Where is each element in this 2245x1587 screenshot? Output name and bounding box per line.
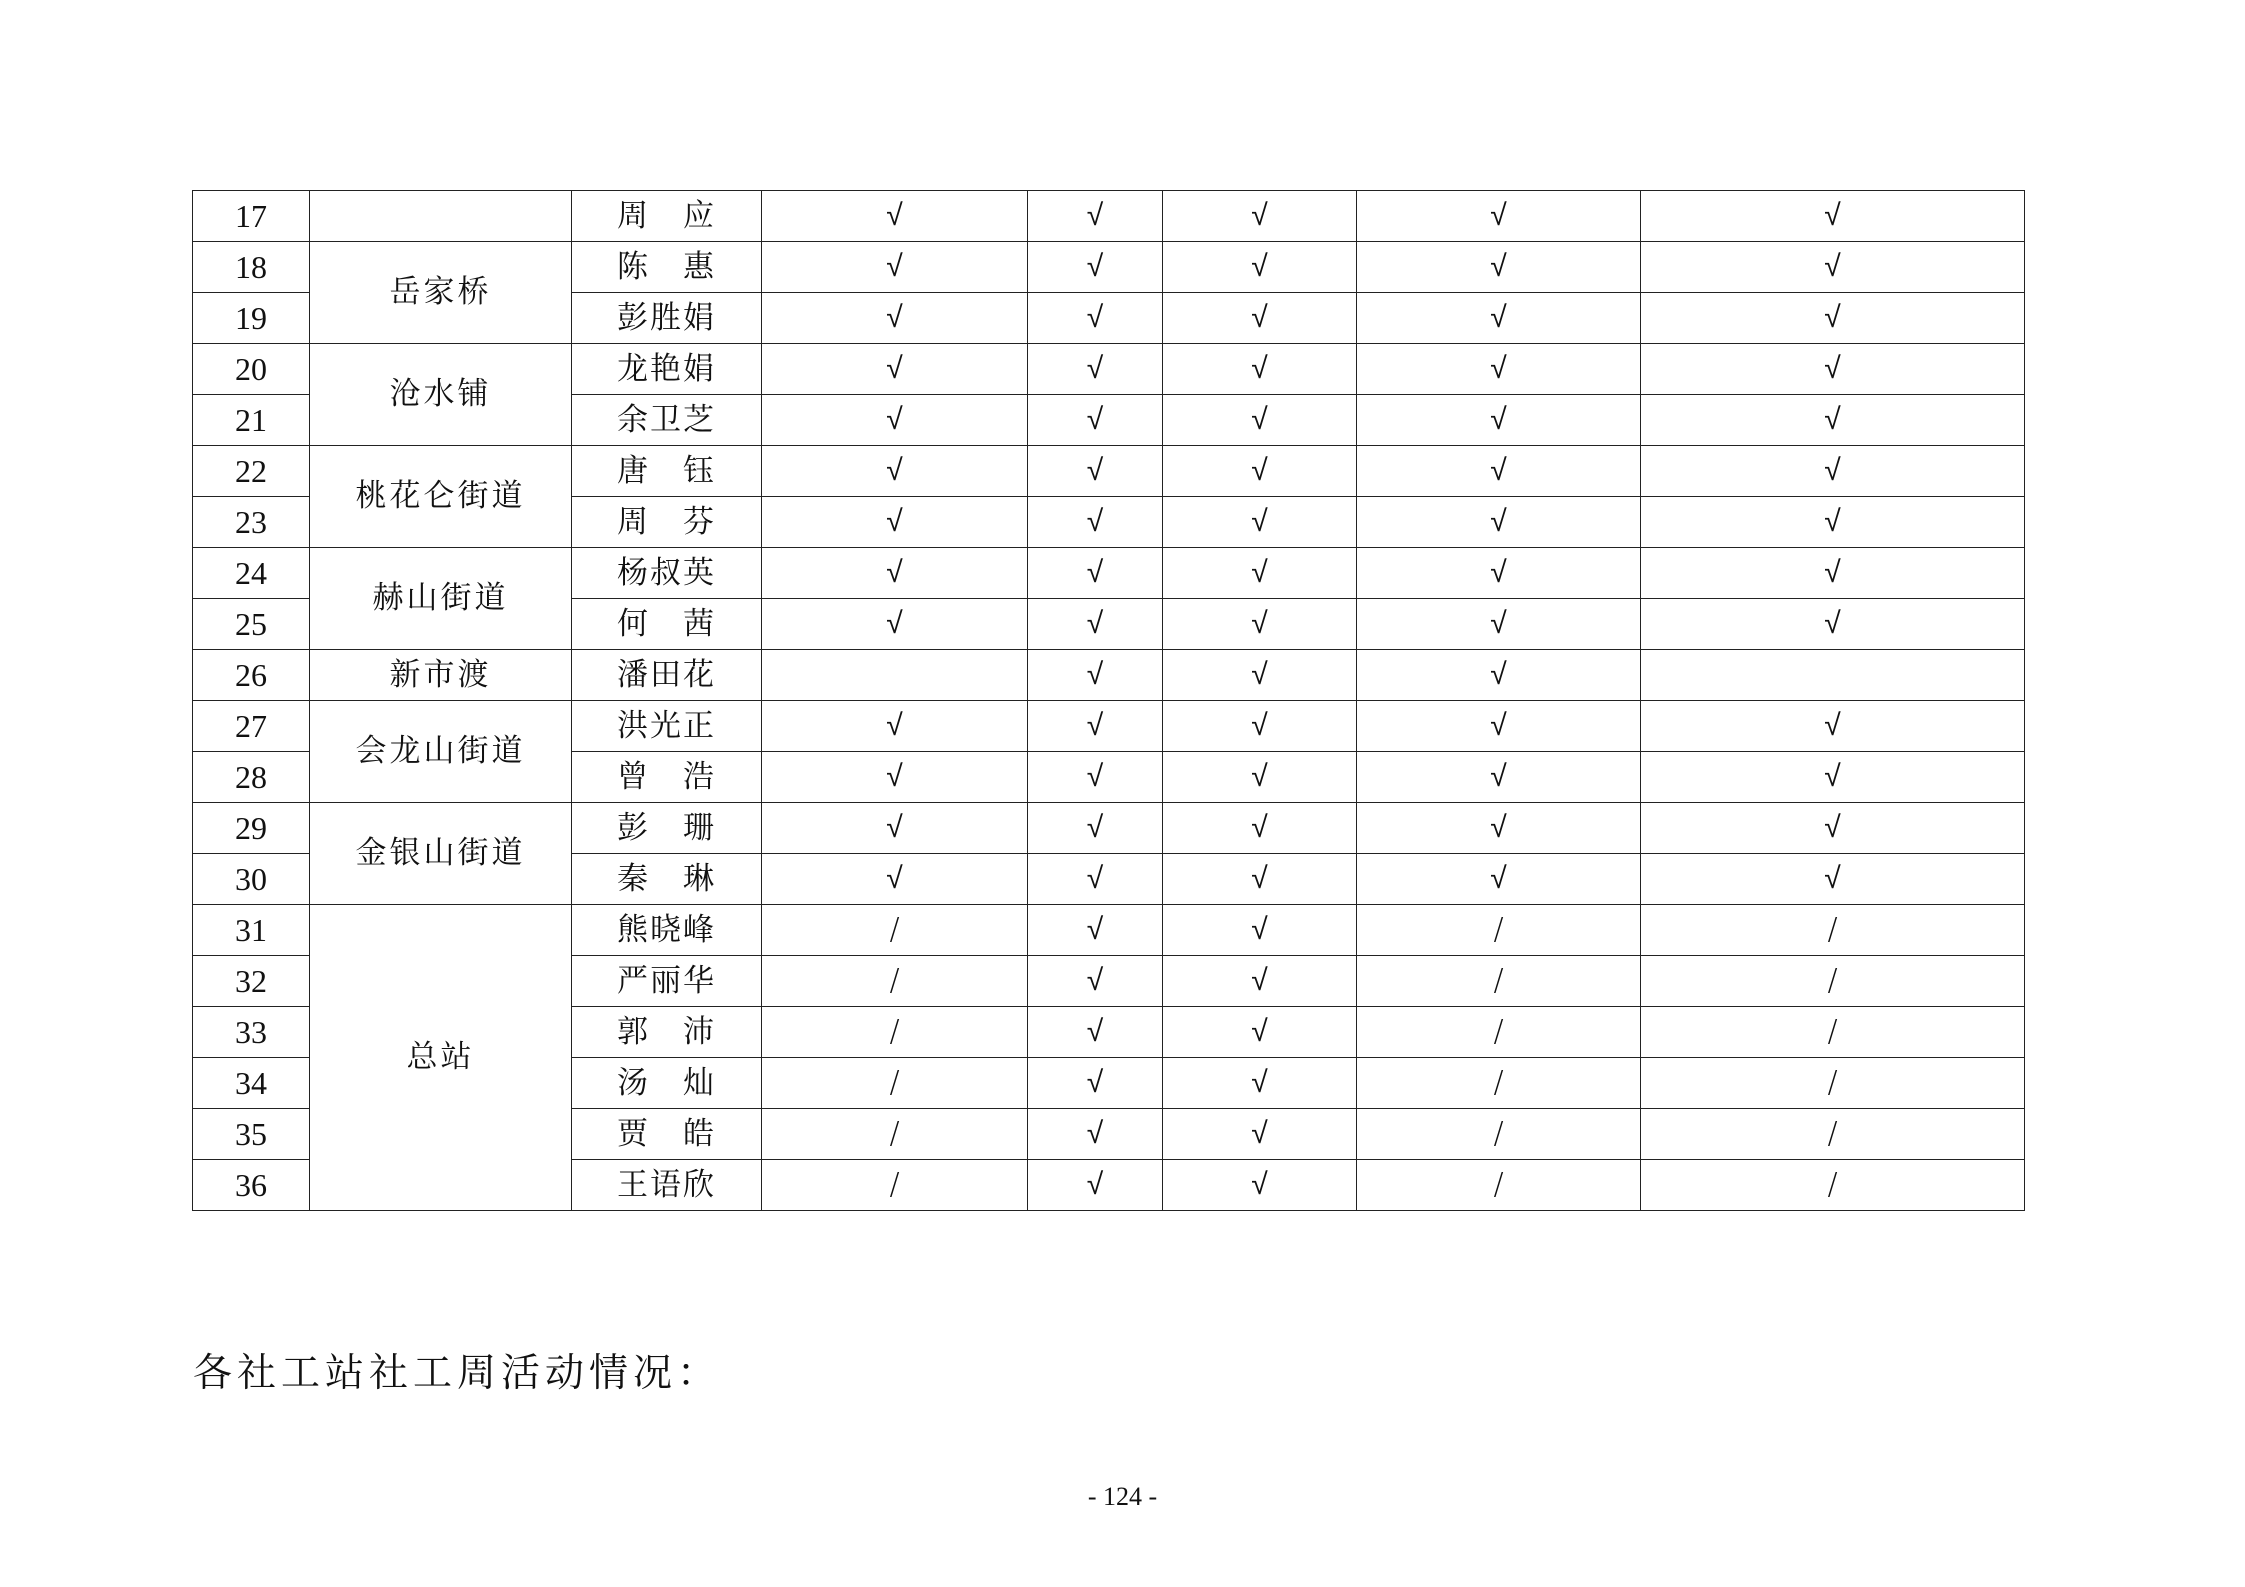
check-mark-cell: √ — [1357, 191, 1641, 242]
check-mark-cell: √ — [1641, 242, 2025, 293]
check-mark-cell: √ — [1641, 446, 2025, 497]
check-mark-cell: √ — [1163, 1007, 1357, 1058]
check-mark-cell: √ — [762, 344, 1028, 395]
check-mark-cell: √ — [1163, 191, 1357, 242]
check-mark-cell: √ — [1163, 854, 1357, 905]
station-cell: 金银山街道 — [310, 803, 572, 905]
check-mark-cell: / — [762, 1058, 1028, 1109]
worker-name: 贾 皓 — [572, 1109, 762, 1160]
row-number: 24 — [193, 548, 310, 599]
check-mark-cell: / — [1357, 905, 1641, 956]
check-mark-cell: √ — [1028, 905, 1163, 956]
check-mark-cell: √ — [1641, 191, 2025, 242]
check-mark-cell: √ — [762, 446, 1028, 497]
row-number: 34 — [193, 1058, 310, 1109]
check-mark-cell: √ — [762, 854, 1028, 905]
check-mark-cell: √ — [1357, 293, 1641, 344]
table-row — [193, 803, 2025, 854]
worker-name: 何 茜 — [572, 599, 762, 650]
check-mark-cell: √ — [1641, 293, 2025, 344]
check-mark-cell: √ — [762, 395, 1028, 446]
table-row — [193, 548, 2025, 599]
check-mark-cell: √ — [1357, 803, 1641, 854]
check-mark-cell: √ — [1028, 1058, 1163, 1109]
worker-name: 熊晓峰 — [572, 905, 762, 956]
check-mark-cell: √ — [1163, 497, 1357, 548]
check-mark-cell: / — [1641, 1007, 2025, 1058]
check-mark-cell: √ — [1163, 701, 1357, 752]
check-mark-cell: √ — [1163, 548, 1357, 599]
check-mark-cell: √ — [1028, 956, 1163, 1007]
worker-name: 余卫芝 — [572, 395, 762, 446]
worker-name: 龙艳娟 — [572, 344, 762, 395]
station-cell: 新市渡 — [310, 650, 572, 701]
check-mark-cell: √ — [1028, 1007, 1163, 1058]
check-mark-cell: √ — [1163, 242, 1357, 293]
check-mark-cell: √ — [1357, 344, 1641, 395]
check-mark-cell: / — [1641, 1109, 2025, 1160]
check-mark-cell: √ — [1357, 548, 1641, 599]
row-number: 28 — [193, 752, 310, 803]
check-mark-cell: √ — [1028, 446, 1163, 497]
check-mark-cell: √ — [1163, 1160, 1357, 1211]
check-mark-cell: √ — [1641, 395, 2025, 446]
check-mark-cell: √ — [1641, 854, 2025, 905]
row-number: 26 — [193, 650, 310, 701]
worker-name: 郭 沛 — [572, 1007, 762, 1058]
station-cell: 岳家桥 — [310, 242, 572, 344]
check-mark-cell: / — [1357, 1058, 1641, 1109]
station-cell: 总站 — [310, 905, 572, 1211]
check-mark-cell: √ — [1357, 752, 1641, 803]
table-row — [193, 242, 2025, 293]
check-mark-cell: √ — [1641, 497, 2025, 548]
check-mark-cell: √ — [1028, 191, 1163, 242]
check-mark-cell: √ — [1028, 1109, 1163, 1160]
check-mark-cell: √ — [762, 497, 1028, 548]
check-mark-cell: √ — [1028, 497, 1163, 548]
check-mark-cell: √ — [1163, 803, 1357, 854]
check-mark-cell: / — [762, 1109, 1028, 1160]
check-mark-cell: √ — [762, 293, 1028, 344]
check-mark-cell: / — [1357, 1007, 1641, 1058]
table-row — [193, 905, 2025, 956]
check-mark-cell: √ — [1163, 956, 1357, 1007]
worker-name: 洪光正 — [572, 701, 762, 752]
worker-name: 杨叔英 — [572, 548, 762, 599]
check-mark-cell: / — [762, 1160, 1028, 1211]
worker-name: 陈 惠 — [572, 242, 762, 293]
check-mark-cell: √ — [762, 242, 1028, 293]
check-mark-cell: √ — [1028, 803, 1163, 854]
check-mark-cell: / — [1641, 956, 2025, 1007]
check-mark-cell: √ — [1163, 344, 1357, 395]
check-mark-cell: √ — [1163, 1109, 1357, 1160]
check-mark-cell: / — [1357, 956, 1641, 1007]
check-mark-cell: √ — [762, 752, 1028, 803]
row-number: 20 — [193, 344, 310, 395]
check-mark-cell: √ — [1163, 1058, 1357, 1109]
check-mark-cell: / — [1641, 1160, 2025, 1211]
check-mark-cell — [762, 650, 1028, 701]
worker-name: 彭胜娟 — [572, 293, 762, 344]
check-mark-cell: √ — [1028, 395, 1163, 446]
check-mark-cell: √ — [1028, 650, 1163, 701]
check-mark-cell: √ — [1028, 599, 1163, 650]
check-mark-cell: √ — [762, 803, 1028, 854]
row-number: 25 — [193, 599, 310, 650]
worker-name: 周 应 — [572, 191, 762, 242]
row-number: 31 — [193, 905, 310, 956]
check-mark-cell: √ — [1028, 293, 1163, 344]
check-mark-cell: √ — [1163, 752, 1357, 803]
station-cell: 桃花仑街道 — [310, 446, 572, 548]
check-mark-cell: / — [762, 905, 1028, 956]
check-mark-cell: √ — [1357, 242, 1641, 293]
station-cell: 沧水铺 — [310, 344, 572, 446]
check-mark-cell: √ — [1357, 854, 1641, 905]
table-row — [193, 446, 2025, 497]
check-mark-cell: / — [1357, 1160, 1641, 1211]
station-cell: 赫山街道 — [310, 548, 572, 650]
check-mark-cell: √ — [1641, 803, 2025, 854]
row-number: 19 — [193, 293, 310, 344]
table-row — [193, 701, 2025, 752]
check-mark-cell: √ — [1028, 548, 1163, 599]
check-mark-cell: √ — [762, 701, 1028, 752]
worker-name: 秦 琳 — [572, 854, 762, 905]
check-mark-cell: √ — [1641, 701, 2025, 752]
check-mark-cell: √ — [1028, 701, 1163, 752]
check-mark-cell — [1641, 650, 2025, 701]
table-row — [193, 650, 2025, 701]
check-mark-cell: √ — [1028, 344, 1163, 395]
worker-name: 严丽华 — [572, 956, 762, 1007]
row-number: 32 — [193, 956, 310, 1007]
worker-name: 曾 浩 — [572, 752, 762, 803]
check-mark-cell: √ — [1357, 599, 1641, 650]
check-mark-cell: / — [1641, 1058, 2025, 1109]
check-mark-cell: / — [762, 956, 1028, 1007]
row-number: 30 — [193, 854, 310, 905]
section-heading: 各社工站社工周活动情况： — [193, 1351, 722, 1396]
check-mark-cell: √ — [1357, 701, 1641, 752]
check-mark-cell: √ — [1357, 650, 1641, 701]
check-mark-cell: √ — [1163, 599, 1357, 650]
worker-name: 汤 灿 — [572, 1058, 762, 1109]
row-number: 35 — [193, 1109, 310, 1160]
row-number: 27 — [193, 701, 310, 752]
check-mark-cell: √ — [1641, 548, 2025, 599]
check-mark-cell: √ — [1163, 905, 1357, 956]
worker-name: 彭 珊 — [572, 803, 762, 854]
check-mark-cell: / — [1641, 905, 2025, 956]
check-mark-cell: / — [1357, 1109, 1641, 1160]
worker-name: 潘田花 — [572, 650, 762, 701]
page-number: - 124 - — [1087, 1482, 1158, 1511]
check-mark-cell: √ — [762, 548, 1028, 599]
row-number: 22 — [193, 446, 310, 497]
check-mark-cell: √ — [1357, 497, 1641, 548]
check-mark-cell: √ — [1163, 395, 1357, 446]
check-mark-cell: √ — [1163, 446, 1357, 497]
check-mark-cell: √ — [1028, 854, 1163, 905]
table-row — [193, 191, 2025, 242]
row-number: 29 — [193, 803, 310, 854]
worker-name: 周 芬 — [572, 497, 762, 548]
row-number: 33 — [193, 1007, 310, 1058]
check-mark-cell: √ — [762, 599, 1028, 650]
row-number: 18 — [193, 242, 310, 293]
check-mark-cell: / — [762, 1007, 1028, 1058]
row-number: 23 — [193, 497, 310, 548]
check-mark-cell: √ — [1163, 293, 1357, 344]
check-mark-cell: √ — [1028, 752, 1163, 803]
worker-name: 唐 钰 — [572, 446, 762, 497]
worker-name: 王语欣 — [572, 1160, 762, 1211]
check-mark-cell: √ — [1028, 1160, 1163, 1211]
row-number: 36 — [193, 1160, 310, 1211]
table-row — [193, 344, 2025, 395]
check-mark-cell: √ — [762, 191, 1028, 242]
check-mark-cell: √ — [1641, 599, 2025, 650]
row-number: 21 — [193, 395, 310, 446]
row-number: 17 — [193, 191, 310, 242]
check-mark-cell: √ — [1641, 752, 2025, 803]
check-mark-cell: √ — [1028, 242, 1163, 293]
check-mark-cell: √ — [1641, 344, 2025, 395]
volunteer-table — [192, 190, 2025, 1211]
check-mark-cell: √ — [1357, 446, 1641, 497]
check-mark-cell: √ — [1357, 395, 1641, 446]
station-cell: 会龙山街道 — [310, 701, 572, 803]
check-mark-cell: √ — [1163, 650, 1357, 701]
station-cell — [310, 191, 572, 242]
